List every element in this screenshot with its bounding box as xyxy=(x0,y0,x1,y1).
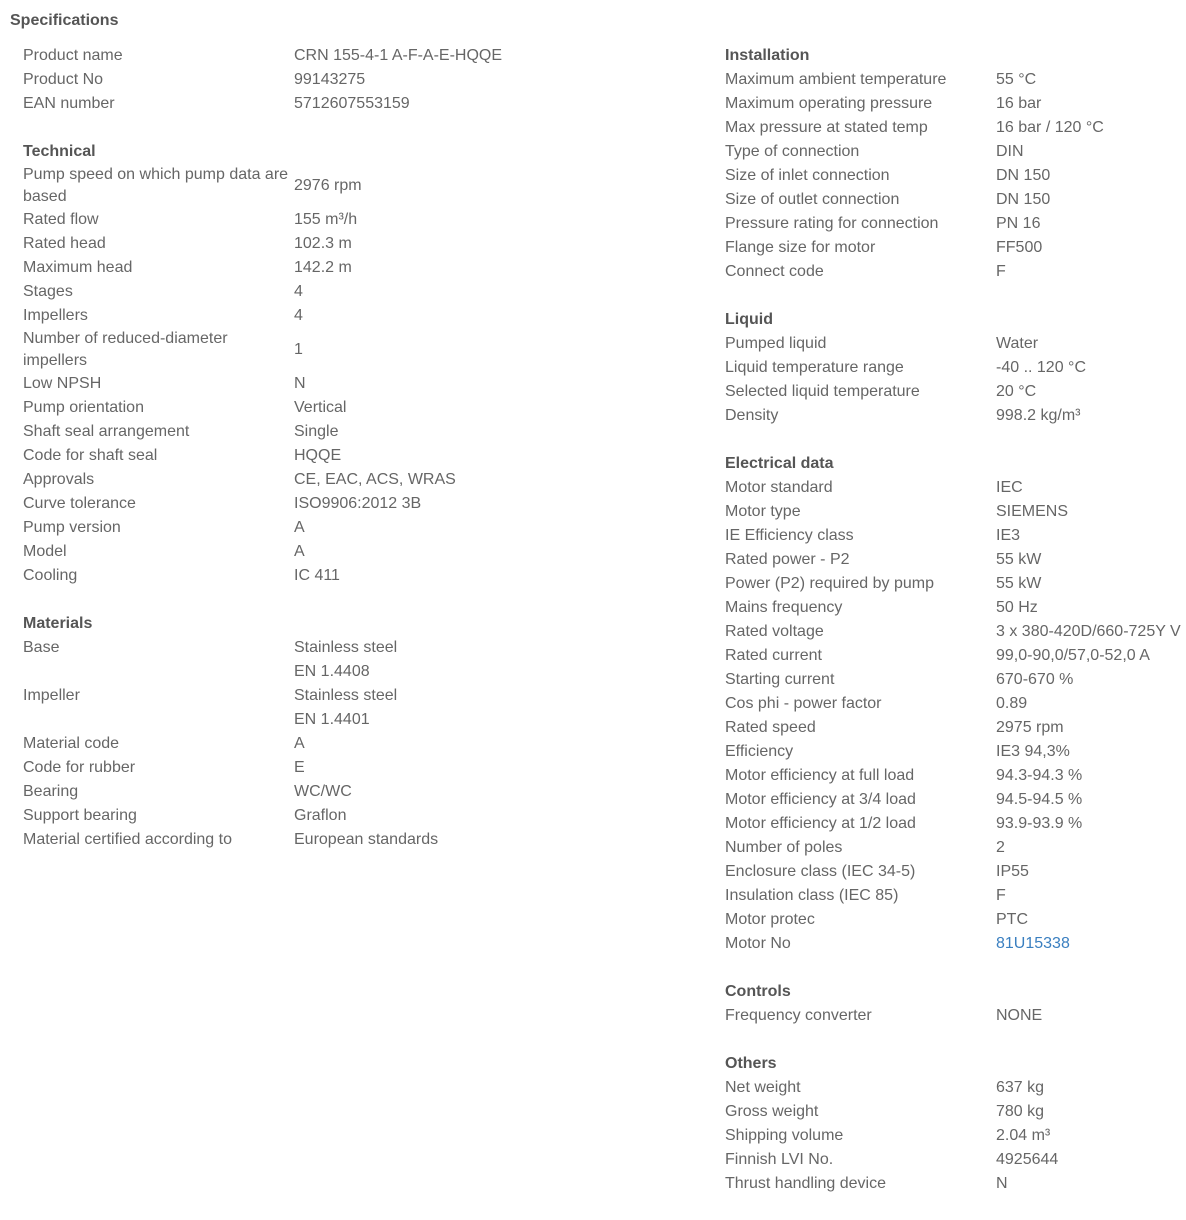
spec-label: Motor efficiency at 3/4 load xyxy=(725,791,916,808)
spec-row-starting-current xyxy=(725,668,1186,692)
spec-value: 20 °C xyxy=(996,383,1037,400)
spec-value: 93.9-93.9 % xyxy=(996,815,1083,832)
spec-row-number-of-poles xyxy=(725,836,1186,860)
spec-value: 2976 rpm xyxy=(294,177,362,194)
spec-value: 155 m³/h xyxy=(294,211,358,228)
spec-row-rated-speed xyxy=(725,716,1186,740)
spec-label: Motor standard xyxy=(725,479,833,496)
spec-value: FF500 xyxy=(996,239,1043,256)
spec-label: EAN number xyxy=(23,95,115,112)
spec-value: A xyxy=(294,735,305,752)
spec-value: 1 xyxy=(294,341,303,358)
spec-row-mains-frequency xyxy=(725,596,1186,620)
spec-label: Pump speed on which pump data are based xyxy=(23,166,289,205)
spec-value: NONE xyxy=(996,1007,1043,1024)
spec-label: Finnish LVI No. xyxy=(725,1151,834,1168)
spec-value: A xyxy=(294,519,305,536)
spec-label: Frequency converter xyxy=(725,1007,872,1024)
spec-value: 998.2 kg/m³ xyxy=(996,407,1081,424)
spec-label: Curve tolerance xyxy=(23,495,136,512)
spec-value: 4 xyxy=(294,283,303,300)
spec-label: Shaft seal arrangement xyxy=(23,423,190,440)
spec-row-model xyxy=(23,540,673,564)
spec-section-general xyxy=(23,44,673,116)
spec-label: Motor No xyxy=(725,935,791,952)
spec-label: Base xyxy=(23,639,60,656)
spec-value: CE, EAC, ACS, WRAS xyxy=(294,471,456,488)
section-title: Controls xyxy=(725,983,791,1000)
spec-row-maximum-ambient-temperature xyxy=(725,68,1186,92)
spec-row-pump-speed-on-which-pump-data-are-based xyxy=(23,164,673,208)
spec-row-net-weight xyxy=(725,1076,1186,1100)
spec-value: 55 kW xyxy=(996,551,1042,568)
spec-value: PN 16 xyxy=(996,215,1041,232)
spec-value: IP55 xyxy=(996,863,1029,880)
spec-row-stages xyxy=(23,280,673,304)
spec-label: Bearing xyxy=(23,783,79,800)
spec-row-size-of-outlet-connection xyxy=(725,188,1186,212)
spec-value: IC 411 xyxy=(294,567,340,584)
spec-row-connect-code xyxy=(725,260,1186,284)
spec-value: DN 150 xyxy=(996,167,1051,184)
spec-label: Enclosure class (IEC 34-5) xyxy=(725,863,916,880)
spec-row-product-no xyxy=(23,68,673,92)
spec-label: Motor protec xyxy=(725,911,815,928)
spec-label: Rated head xyxy=(23,235,106,252)
spec-label: Approvals xyxy=(23,471,95,488)
spec-row-cooling xyxy=(23,564,673,588)
spec-row-finnish-lvi-no xyxy=(725,1148,1186,1172)
spec-label: Max pressure at stated temp xyxy=(725,119,928,136)
spec-row-product-name xyxy=(23,44,673,68)
spec-value: F xyxy=(996,887,1006,904)
spec-label: Maximum operating pressure xyxy=(725,95,933,112)
spec-value xyxy=(294,636,397,684)
spec-label: Maximum ambient temperature xyxy=(725,71,947,88)
spec-row-shaft-seal-arrangement xyxy=(23,420,673,444)
spec-row-number-of-reduced-diameter-impellers xyxy=(23,328,673,372)
spec-value-line: EN 1.4408 xyxy=(294,663,370,680)
spec-row-insulation-class-iec-85 xyxy=(725,884,1186,908)
section-title: Technical xyxy=(23,143,96,160)
spec-value: 4925644 xyxy=(996,1151,1059,1168)
spec-row-size-of-inlet-connection xyxy=(725,164,1186,188)
section-title: Liquid xyxy=(725,311,773,328)
spec-row-motor-efficiency-at-1-2-load xyxy=(725,812,1186,836)
spec-value: IE3 xyxy=(996,527,1021,544)
spec-value: Graflon xyxy=(294,807,347,824)
spec-label: Number of poles xyxy=(725,839,843,856)
section-title: Materials xyxy=(23,615,93,632)
spec-label: Low NPSH xyxy=(23,375,102,392)
spec-value: 142.2 m xyxy=(294,259,352,276)
spec-row-material-certified-according-to xyxy=(23,828,673,852)
spec-value: 637 kg xyxy=(996,1079,1045,1096)
spec-label: Rated speed xyxy=(725,719,816,736)
spec-row-pump-version xyxy=(23,516,673,540)
spec-section-materials xyxy=(23,612,673,852)
spec-value: 0.89 xyxy=(996,695,1028,712)
spec-label: Code for rubber xyxy=(23,759,136,776)
spec-row-motor-protec xyxy=(725,908,1186,932)
spec-label: Gross weight xyxy=(725,1103,819,1120)
spec-row-shipping-volume xyxy=(725,1124,1186,1148)
spec-label: Rated flow xyxy=(23,211,99,228)
motor-no-link[interactable]: 81U15338 xyxy=(996,935,1070,952)
spec-row-frequency-converter xyxy=(725,1004,1186,1028)
spec-row-flange-size-for-motor xyxy=(725,236,1186,260)
spec-label: Pumped liquid xyxy=(725,335,827,352)
spec-value: -40 .. 120 °C xyxy=(996,359,1086,376)
spec-row-rated-current xyxy=(725,644,1186,668)
spec-row-pumped-liquid xyxy=(725,332,1186,356)
spec-label: Connect code xyxy=(725,263,824,280)
spec-value: 55 kW xyxy=(996,575,1042,592)
spec-value: European standards xyxy=(294,831,439,848)
spec-row-motor-no xyxy=(725,932,1186,956)
spec-row-support-bearing xyxy=(23,804,673,828)
spec-value: Single xyxy=(294,423,339,440)
spec-value: 670-670 % xyxy=(996,671,1074,688)
spec-row-thrust-handling-device xyxy=(725,1172,1186,1196)
spec-section-liquid xyxy=(725,308,1186,428)
spec-value: IEC xyxy=(996,479,1023,496)
spec-label: Efficiency xyxy=(725,743,794,760)
spec-value: CRN 155-4-1 A-F-A-E-HQQE xyxy=(294,47,503,64)
spec-label: Stages xyxy=(23,283,73,300)
spec-label: Pump version xyxy=(23,519,121,536)
spec-row-ie-efficiency-class xyxy=(725,524,1186,548)
spec-row-motor-efficiency-at-3-4-load xyxy=(725,788,1186,812)
spec-label: Cos phi - power factor xyxy=(725,695,882,712)
spec-value: E xyxy=(294,759,305,776)
spec-value: DIN xyxy=(996,143,1024,160)
section-title: Electrical data xyxy=(725,455,834,472)
spec-section-installation xyxy=(725,44,1186,284)
spec-label: Rated voltage xyxy=(725,623,824,640)
spec-row-enclosure-class-iec-34-5 xyxy=(725,860,1186,884)
spec-label: Impeller xyxy=(23,687,80,704)
spec-value: WC/WC xyxy=(294,783,352,800)
spec-label: Pump orientation xyxy=(23,399,144,416)
spec-section-controls xyxy=(725,980,1186,1028)
spec-label: Support bearing xyxy=(23,807,137,824)
spec-value: 780 kg xyxy=(996,1103,1045,1120)
spec-label: Number of reduced-diameter impellers xyxy=(23,330,228,369)
spec-label: Rated current xyxy=(725,647,822,664)
spec-value: 2975 rpm xyxy=(996,719,1064,736)
spec-row-efficiency xyxy=(725,740,1186,764)
spec-row-impellers xyxy=(23,304,673,328)
spec-value: 99143275 xyxy=(294,71,366,88)
spec-row-gross-weight xyxy=(725,1100,1186,1124)
spec-row-low-npsh xyxy=(23,372,673,396)
spec-section-electrical-data xyxy=(725,452,1186,956)
spec-row-maximum-head xyxy=(23,256,673,280)
spec-section-technical xyxy=(23,140,673,588)
spec-value: N xyxy=(294,375,306,392)
spec-label: Rated power - P2 xyxy=(725,551,850,568)
spec-label: Material certified according to xyxy=(23,831,232,848)
spec-label: Product name xyxy=(23,47,123,64)
section-title: Others xyxy=(725,1055,777,1072)
spec-value: DN 150 xyxy=(996,191,1051,208)
spec-row-motor-efficiency-at-full-load xyxy=(725,764,1186,788)
spec-value: 2.04 m³ xyxy=(996,1127,1051,1144)
spec-row-maximum-operating-pressure xyxy=(725,92,1186,116)
spec-row-type-of-connection xyxy=(725,140,1186,164)
spec-label: Motor efficiency at 1/2 load xyxy=(725,815,916,832)
spec-row-code-for-rubber xyxy=(23,756,673,780)
spec-row-rated-voltage xyxy=(725,620,1186,644)
spec-value: F xyxy=(996,263,1006,280)
spec-row-ean-number xyxy=(23,92,673,116)
spec-row-density xyxy=(725,404,1186,428)
spec-label: Type of connection xyxy=(725,143,860,160)
right-column xyxy=(725,44,1186,1220)
spec-row-curve-tolerance xyxy=(23,492,673,516)
spec-label: Mains frequency xyxy=(725,599,843,616)
spec-value: ISO9906:2012 3B xyxy=(294,495,422,512)
spec-row-rated-head xyxy=(23,232,673,256)
spec-row-selected-liquid-temperature xyxy=(725,380,1186,404)
spec-row-rated-power-p2 xyxy=(725,548,1186,572)
left-column xyxy=(23,44,673,876)
spec-row-max-pressure-at-stated-temp xyxy=(725,116,1186,140)
spec-value: SIEMENS xyxy=(996,503,1069,520)
spec-label: Size of outlet connection xyxy=(725,191,900,208)
spec-value: 102.3 m xyxy=(294,235,352,252)
spec-row-pressure-rating-for-connection xyxy=(725,212,1186,236)
spec-label: Code for shaft seal xyxy=(23,447,158,464)
spec-row-power-p2-required-by-pump xyxy=(725,572,1186,596)
spec-label: Maximum head xyxy=(23,259,133,276)
spec-label: Thrust handling device xyxy=(725,1175,886,1192)
spec-label: IE Efficiency class xyxy=(725,527,854,544)
spec-label: Impellers xyxy=(23,307,88,324)
spec-value: A xyxy=(294,543,305,560)
spec-label: Motor efficiency at full load xyxy=(725,767,915,784)
spec-label: Size of inlet connection xyxy=(725,167,890,184)
spec-value: 5712607553159 xyxy=(294,95,410,112)
spec-label: Pressure rating for connection xyxy=(725,215,939,232)
spec-label: Liquid temperature range xyxy=(725,359,904,376)
spec-value: 55 °C xyxy=(996,71,1037,88)
spec-label: Selected liquid temperature xyxy=(725,383,920,400)
spec-value: Vertical xyxy=(294,399,347,416)
spec-label: Product No xyxy=(23,71,104,88)
spec-section-others xyxy=(725,1052,1186,1196)
spec-value xyxy=(294,684,397,732)
spec-value-line: Stainless steel xyxy=(294,687,398,704)
spec-label: Cooling xyxy=(23,567,78,584)
spec-value-line: Stainless steel xyxy=(294,639,398,656)
spec-value: Water xyxy=(996,335,1039,352)
spec-label: Power (P2) required by pump xyxy=(725,575,934,592)
spec-label: Model xyxy=(23,543,67,560)
spec-value: IE3 94,3% xyxy=(996,743,1070,760)
spec-label: Insulation class (IEC 85) xyxy=(725,887,899,904)
spec-row-approvals xyxy=(23,468,673,492)
spec-value: 16 bar xyxy=(996,95,1042,112)
spec-label: Density xyxy=(725,407,779,424)
spec-row-base xyxy=(23,636,673,684)
spec-row-bearing xyxy=(23,780,673,804)
spec-row-motor-type xyxy=(725,500,1186,524)
spec-value: HQQE xyxy=(294,447,342,464)
spec-row-liquid-temperature-range xyxy=(725,356,1186,380)
spec-value: 4 xyxy=(294,307,303,324)
spec-value: 94.5-94.5 % xyxy=(996,791,1083,808)
spec-value: 99,0-90,0/57,0-52,0 A xyxy=(996,647,1150,664)
spec-row-impeller xyxy=(23,684,673,732)
spec-value: 50 Hz xyxy=(996,599,1038,616)
spec-value: 94.3-94.3 % xyxy=(996,767,1083,784)
spec-value: 2 xyxy=(996,839,1005,856)
spec-row-rated-flow xyxy=(23,208,673,232)
spec-label: Flange size for motor xyxy=(725,239,876,256)
spec-row-code-for-shaft-seal xyxy=(23,444,673,468)
spec-value: PTC xyxy=(996,911,1028,928)
section-title: Installation xyxy=(725,47,810,64)
spec-label: Net weight xyxy=(725,1079,801,1096)
spec-value: 16 bar / 120 °C xyxy=(996,119,1104,136)
spec-value-line: EN 1.4401 xyxy=(294,711,370,728)
spec-row-material-code xyxy=(23,732,673,756)
spec-label: Starting current xyxy=(725,671,835,688)
spec-value: N xyxy=(996,1175,1008,1192)
spec-label: Material code xyxy=(23,735,120,752)
spec-value: 3 x 380-420D/660-725Y V xyxy=(996,623,1181,640)
page-title: Specifications xyxy=(10,12,119,29)
spec-label: Motor type xyxy=(725,503,801,520)
spec-row-pump-orientation xyxy=(23,396,673,420)
spec-row-motor-standard xyxy=(725,476,1186,500)
spec-label: Shipping volume xyxy=(725,1127,844,1144)
spec-row-cos-phi-power-factor xyxy=(725,692,1186,716)
